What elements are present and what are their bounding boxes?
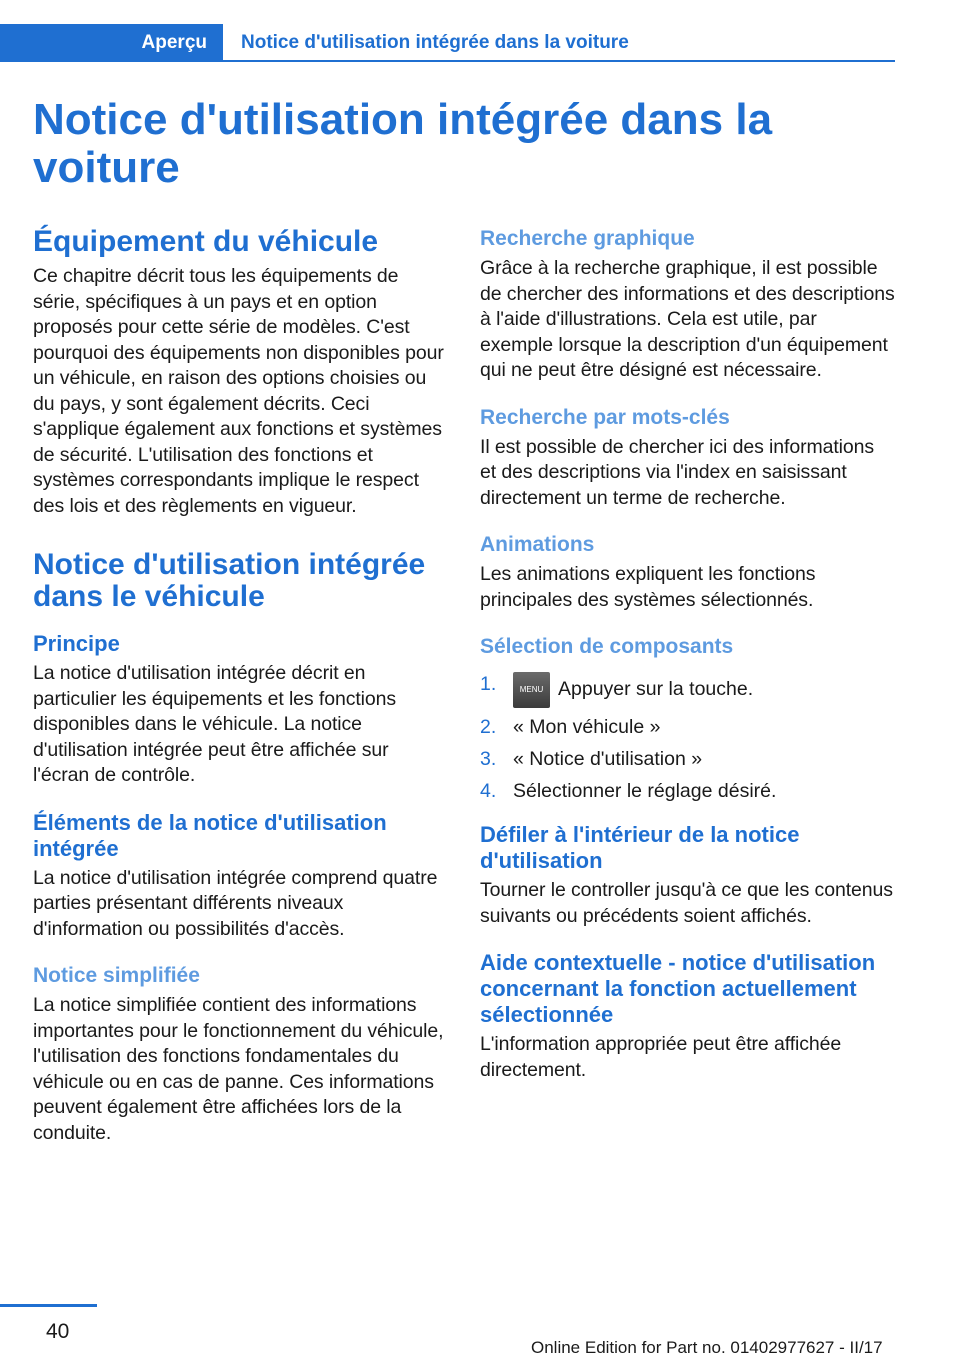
edition-note: Online Edition for Part no. 01402977627 - II/17 [531, 1338, 883, 1357]
step-number: 1. [480, 673, 497, 695]
page-title: Notice d'utilisation intégrée dans la voiture [33, 95, 773, 192]
step-text: « Mon véhicule » [513, 716, 661, 738]
page-number: 40 [46, 1320, 70, 1343]
tab-apercu[interactable] [0, 24, 223, 62]
heading-notice-simplifiee: Notice simplifiée [33, 964, 200, 987]
tab-apercu-label: Aperçu [141, 32, 207, 53]
menu-button-icon: MENU [513, 672, 550, 708]
paragraph-defiler: Tourner le controller jusqu'à ce que les contenus suivants ou précédents soient affichés. [480, 879, 893, 927]
list-item [480, 747, 895, 772]
heading-selection-composants: Sélection de composants [480, 635, 734, 658]
heading-notice-vehicule: Notice d'utilisation intégrée dans le véhicule [33, 548, 426, 613]
heading-aide-contextuelle: Aide contextuelle - notice d'utilisation concernant la fonction actuellement sélectionnée [480, 950, 876, 1027]
heading-recherche-graphique: Recherche graphique [480, 227, 695, 250]
paragraph-principe: La notice d'utilisation intégrée décrit en particulier les équipements et les fonctions disponibles dans le véhicule. La notice d'utilisation intégrée peut être affichée sur l'écran de contrôle. [33, 662, 397, 786]
heading-elements: Éléments de la notice d'utilisation intégrée [33, 809, 387, 861]
right-column [480, 226, 895, 1104]
footer-divider [0, 1304, 97, 1307]
heading-animations: Animations [480, 533, 595, 556]
step-text: « Notice d'utilisation » [513, 748, 703, 770]
page-header [0, 20, 895, 62]
heading-recherche-mots-cles: Recherche par mots-clés [480, 405, 730, 429]
heading-equipement: Équipement du véhicule [33, 225, 379, 258]
left-column [33, 226, 448, 1167]
header-divider [0, 60, 895, 62]
list-item [480, 672, 895, 708]
step-text: Sélectionner le réglage désiré. [513, 780, 777, 802]
step-text: Appuyer sur la touche. [558, 678, 754, 701]
step-number: 3. [480, 748, 497, 770]
paragraph-equipement: Ce chapitre décrit tous les équipements de série, spécifiques à un pays et en option proposés pour cette série de modèles. C'est pourquoi des équipements non disponibles pour un véhicule, en raison des options choisies ou du pays, y sont également décrits. Ceci s'applique également aux fonctions et systèmes de sécurité. L'utilisation des fonctions et systèmes correspondants implique le respect des lois et des règlements en vigueur. [33, 265, 444, 517]
paragraph-notice-simplifiee: La notice simplifiée contient des informations importantes pour le fonctionnement du véhicule, l'utilisation des fonctions fondamentales du véhicule ou en cas de panne. Ces informations peuvent également être affichées lors de la conduite. [33, 994, 444, 1144]
step-number: 2. [480, 716, 497, 738]
paragraph-recherche-graphique: Grâce à la recherche graphique, il est possible de chercher des informations et des descriptions à l'aide d'illustrations. Cela est utile, par exemple lorsque la description d'un équipement qui ne peut être désigné est nécessaire. [480, 257, 895, 381]
breadcrumb[interactable]: Notice d'utilisation intégrée dans la voiture [241, 32, 629, 53]
heading-principe: Principe [33, 631, 120, 656]
paragraph-recherche-mots-cles: Il est possible de chercher ici des informations et des descriptions via l'index en saisissant directement un terme de recherche. [480, 435, 875, 509]
steps-list [480, 672, 895, 804]
paragraph-animations: Les animations expliquent les fonctions principales des systèmes sélectionnés. [480, 563, 816, 611]
list-item [480, 715, 895, 740]
paragraph-aide-contextuelle: L'information appropriée peut être affichée directement. [480, 1033, 842, 1081]
paragraph-elements: La notice d'utilisation intégrée comprend quatre parties présentant différents niveaux d'information ou possibilités d'accès. [33, 866, 438, 940]
list-item [480, 779, 895, 804]
heading-defiler: Défiler à l'intérieur de la notice d'utilisation [480, 822, 800, 873]
step-number: 4. [480, 780, 497, 802]
